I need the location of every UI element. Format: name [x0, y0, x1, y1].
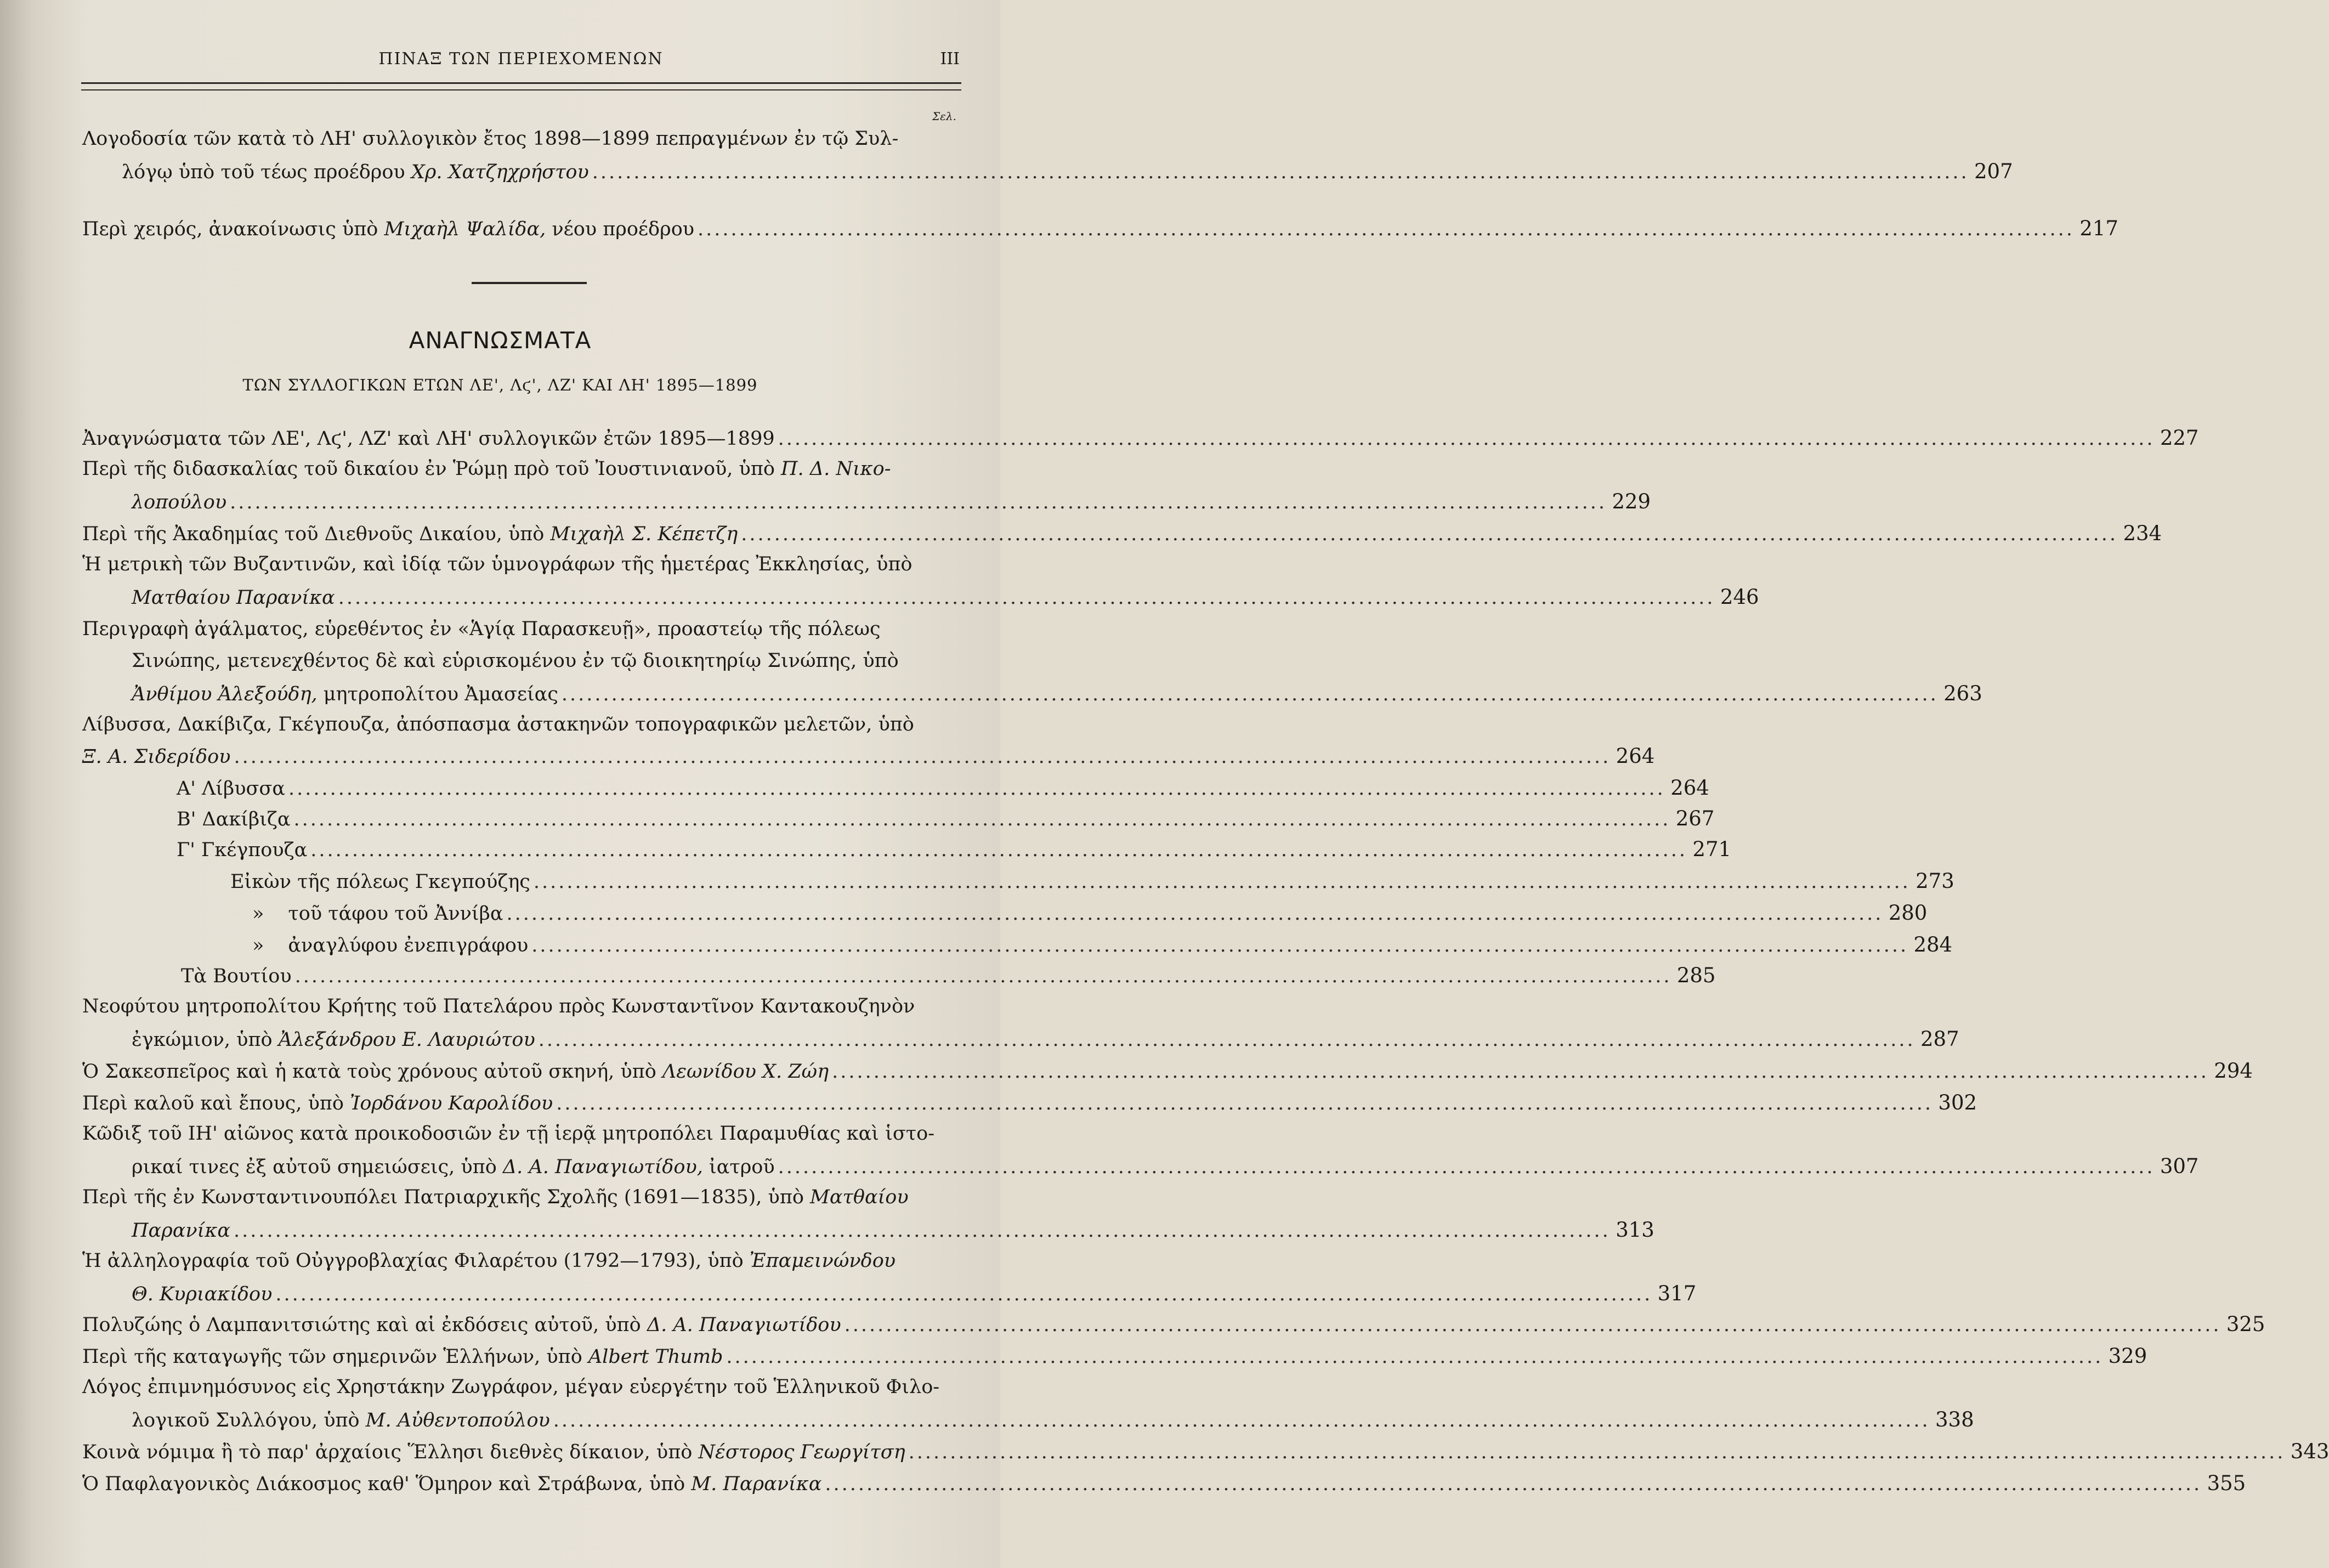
- toc-page-number: 273: [1916, 869, 1954, 893]
- toc-subentry: [177, 837, 1732, 861]
- toc-page-number: 263: [1943, 682, 1982, 705]
- leader-dots: ......................................................................................................................................................................: [908, 1441, 2286, 1463]
- toc-entry-text: Πολυζώης ὁ Λαμπανιτσιώτης καὶ αἱ ἐκδόσεις αὐτοῦ, ὑπὸ Δ. Α. Παναγιωτίδου: [82, 1314, 841, 1336]
- toc-subentry: [252, 933, 1953, 956]
- toc-entry-text: Περὶ τῆς καταγωγῆς τῶν σημερινῶν Ἑλλήνων, ὑπὸ Albert Thumb: [82, 1346, 723, 1368]
- toc-entry: [82, 426, 2199, 450]
- toc-entry-text: Περὶ καλοῦ καὶ ἔπους, ὑπὸ Ἰορδάνου Καρολίδου: [82, 1092, 553, 1114]
- leader-dots: ......................................................................................................................................................................: [561, 683, 1939, 705]
- toc-entry-text: τοῦ τάφου τοῦ Ἀννίβα: [288, 903, 503, 925]
- header-rule-thick: [81, 82, 961, 84]
- author-name: Ἐπαμεινώνδου: [749, 1250, 896, 1272]
- toc-entry: [132, 1027, 1959, 1051]
- author-name: Δ. Α. Παναγιωτίδου: [647, 1314, 841, 1336]
- leader-dots: ......................................................................................................................................................................: [538, 1029, 1916, 1051]
- ditto-mark: »: [252, 935, 264, 956]
- section-subtitle: ΤΩΝ ΣΥΛΛΟΓΙΚΩΝ ΕΤΩΝ ΛΕ', Λϛ', ΛΖ' ΚΑΙ ΛΗ' 1895—1899: [242, 376, 758, 394]
- toc-entry: [132, 585, 1759, 609]
- page-column-label: Σελ.: [932, 110, 956, 123]
- toc-entry: [132, 1154, 2199, 1178]
- toc-entry-text: Α' Λίβυσσα: [177, 778, 285, 800]
- toc-entry: [132, 490, 1651, 513]
- toc-entry-text: Β' Δακίβιζα: [177, 808, 291, 830]
- toc-entry: [82, 1059, 2253, 1083]
- toc-page-number: 338: [1935, 1408, 1974, 1431]
- toc-entry: [122, 160, 2013, 183]
- toc-entry-text: Περὶ χειρός, ἀνακοίνωσις ὑπὸ Μιχαὴλ Ψαλίδα, νέου προέδρου: [82, 218, 695, 240]
- leader-dots: ......................................................................................................................................................................: [338, 587, 1715, 609]
- toc-entry: [82, 1471, 2246, 1495]
- leader-dots: ......................................................................................................................................................................: [293, 808, 1671, 830]
- section-divider: [472, 282, 587, 284]
- toc-entry: [82, 217, 2118, 240]
- author-name: Ἀλεξάνδρου Ε. Λαυριώτου: [278, 1029, 535, 1051]
- author-name: Λεωνίδου Χ. Ζώη: [662, 1061, 829, 1083]
- leader-dots: ......................................................................................................................................................................: [778, 1156, 2155, 1178]
- toc-entry-text: Ἀναγνώσματα τῶν ΛΕ', Λϛ', ΛΖ' καὶ ΛΗ' συλλογικῶν ἐτῶν 1895—1899: [82, 428, 775, 450]
- toc-entry-line: Κῶδιξ τοῦ ΙΗ' αἰῶνος κατὰ προικοδοσιῶν ἐν τῇ ἱερᾷ μητροπόλει Παραμυθίας καὶ ἱστο-: [82, 1123, 935, 1145]
- toc-page-number: 207: [1974, 160, 2013, 183]
- toc-page-number: 313: [1616, 1218, 1654, 1242]
- author-name: Ματθαίου Παρανίκα: [132, 587, 335, 609]
- toc-subentry: [252, 901, 1928, 925]
- leader-dots: ......................................................................................................................................................................: [533, 871, 1911, 893]
- toc-page-number: 264: [1616, 744, 1655, 768]
- toc-entry: [82, 1440, 2329, 1463]
- toc-entry: [132, 1282, 1697, 1305]
- toc-entry-line: Λογοδοσία τῶν κατὰ τὸ ΛΗ' συλλογικὸν ἔτος 1898—1899 πεπραγμένων ἐν τῷ Συλ-: [82, 128, 899, 150]
- toc-page-number: 302: [1938, 1091, 1977, 1114]
- toc-entry-text: Ὁ Παφλαγονικὸς Διάκοσμος καθ' Ὅμηρον καὶ Στράβωνα, ὑπὸ Μ. Παρανίκα: [82, 1473, 822, 1495]
- page-number: III: [940, 49, 960, 69]
- toc-entry-text: Γ' Γκέγπουζα: [177, 839, 308, 861]
- toc-subentry: [230, 869, 1954, 893]
- author-name: Χρ. Χατζηχρήστου: [411, 161, 589, 183]
- leader-dots: ......................................................................................................................................................................: [234, 746, 1611, 768]
- toc-entry: [82, 1312, 2265, 1336]
- toc-page-number: 355: [2207, 1471, 2246, 1495]
- header-rule-thin: [81, 89, 961, 90]
- toc-page-number: 284: [1913, 933, 1953, 956]
- author-name: Albert Thumb: [588, 1346, 723, 1368]
- toc-page-number: 227: [2160, 426, 2199, 450]
- toc-page-number: 307: [2160, 1154, 2199, 1178]
- leader-dots: ......................................................................................................................................................................: [310, 839, 1688, 861]
- author-name: Μ. Αὐθεντοπούλου: [365, 1409, 550, 1431]
- toc-page-number: 325: [2226, 1312, 2265, 1336]
- leader-dots: ......................................................................................................................................................................: [844, 1314, 2222, 1336]
- leader-dots: ......................................................................................................................................................................: [294, 965, 1672, 987]
- toc-page-number: 280: [1888, 901, 1928, 925]
- toc-page-number: 264: [1670, 776, 1709, 800]
- toc-page-number: 287: [1920, 1027, 1959, 1051]
- toc-entry-text: ρικαί τινες ἐξ αὐτοῦ σημειώσεις, ὑπὸ Δ. Α. Παναγιωτίδου, ἰατροῦ: [132, 1156, 775, 1178]
- toc-entry-text: Περὶ τῆς Ἀκαδημίας τοῦ Διεθνοῦς Δικαίου, ὑπὸ Μιχαὴλ Σ. Κέπετζη: [82, 523, 738, 545]
- toc-subentry: [181, 964, 1716, 987]
- toc-subentry: [177, 807, 1715, 830]
- toc-page-number: 271: [1692, 837, 1732, 861]
- toc-entry-line: Νεοφύτου μητροπολίτου Κρήτης τοῦ Πατελάρου πρὸς Κωνσταντῖνον Καντακουζηνὸν: [82, 995, 915, 1017]
- ditto-mark: »: [252, 903, 264, 925]
- author-name: Νέστορος Γεωργίτση: [698, 1441, 905, 1463]
- leader-dots: ......................................................................................................................................................................: [832, 1061, 2209, 1083]
- author-name: Παρανίκα: [132, 1220, 230, 1242]
- toc-page-number: 317: [1657, 1282, 1697, 1305]
- leader-dots: ......................................................................................................................................................................: [556, 1092, 1934, 1114]
- toc-entry-line: Ἡ μετρικὴ τῶν Βυζαντινῶν, καὶ ἰδίᾳ τῶν ὑμνογράφων τῆς ἡμετέρας Ἐκκλησίας, ὑπὸ: [82, 553, 913, 575]
- toc-entry-text: ἀναγλύφου ἐνεπιγράφου: [288, 935, 529, 956]
- toc-entry-text: ἐγκώμιον, ὑπὸ Ἀλεξάνδρου Ε. Λαυριώτου: [132, 1029, 535, 1051]
- author-name: Ἀνθίμου Ἀλεξούδη,: [132, 683, 318, 705]
- toc-entry-line: Λίβυσσα, Δακίβιζα, Γκέγπουζα, ἀπόσπασμα ἀστακηνῶν τοπογραφικῶν μελετῶν, ὑπὸ: [82, 714, 914, 735]
- toc-entry: [82, 1344, 2147, 1368]
- toc-entry: [82, 1091, 1977, 1114]
- author-name: Μ. Παρανίκα: [691, 1473, 822, 1495]
- leader-dots: ......................................................................................................................................................................: [741, 523, 2118, 545]
- author-name: Ματθαίου: [810, 1186, 909, 1208]
- leader-dots: ......................................................................................................................................................................: [553, 1409, 1930, 1431]
- toc-entry-text: λόγῳ ὑπὸ τοῦ τέως προέδρου Χρ. Χατζηχρήστου: [122, 161, 589, 183]
- toc-entry-text: Κοινὰ νόμιμα ἢ τὸ παρ' ἀρχαίοις Ἕλλησι διεθνὲς δίκαιον, ὑπὸ Νέστορος Γεωργίτση: [82, 1441, 905, 1463]
- toc-entry-line: Περιγραφὴ ἀγάλματος, εὑρεθέντος ἐν «Ἁγίᾳ Παρασκευῇ», προαστείῳ τῆς πόλεως: [82, 618, 881, 640]
- author-name: Ἰορδάνου Καρολίδου: [350, 1092, 553, 1114]
- toc-entry-text: Τὰ Βουτίου: [181, 965, 292, 987]
- running-title: ΠΙΝΑΞ ΤΩΝ ΠΕΡΙΕΧΟΜΕΝΩΝ: [378, 49, 664, 69]
- toc-entry-line: Ἡ ἀλληλογραφία τοῦ Οὐγγροβλαχίας Φιλαρέτου (1792—1793), ὑπὸ Ἐπαμεινώνδου: [82, 1250, 896, 1272]
- toc-page-number: 217: [2079, 217, 2118, 240]
- toc-entry-text: Ὁ Σακεσπεῖρος καὶ ἡ κατὰ τοὺς χρόνους αὐτοῦ σκηνή, ὑπὸ Λεωνίδου Χ. Ζώη: [82, 1061, 829, 1083]
- toc-entry-line: Σινώπης, μετενεχθέντος δὲ καὶ εὑρισκομένου ἐν τῷ διοικητηρίῳ Σινώπης, ὑπὸ: [132, 650, 899, 672]
- author-name: Ξ. Α. Σιδερίδου: [82, 746, 231, 768]
- toc-entry: [82, 522, 2162, 545]
- toc-entry: [82, 744, 1655, 768]
- toc-page-number: 234: [2123, 522, 2162, 545]
- page-header: [82, 49, 960, 77]
- toc-entry-line: Περὶ τῆς ἐν Κωνσταντινουπόλει Πατριαρχικῆς Σχολῆς (1691—1835), ὑπὸ Ματθαίου: [82, 1186, 909, 1208]
- toc-page-number: 285: [1676, 964, 1716, 987]
- toc-entry-text: Ἀνθίμου Ἀλεξούδη, μητροπολίτου Ἀμασείας: [132, 683, 558, 705]
- toc-page-number: 267: [1675, 807, 1715, 830]
- author-name: λοπούλου: [132, 491, 227, 513]
- toc-entry-text: Εἰκὼν τῆς πόλεως Γκεγπούζης: [230, 871, 530, 893]
- leader-dots: ......................................................................................................................................................................: [288, 778, 1665, 800]
- leader-dots: ......................................................................................................................................................................: [506, 903, 1884, 925]
- leader-dots: ......................................................................................................................................................................: [275, 1283, 1653, 1305]
- leader-dots: ......................................................................................................................................................................: [726, 1346, 2104, 1368]
- author-name: Μιχαὴλ Σ. Κέπετζη: [550, 523, 738, 545]
- leader-dots: ......................................................................................................................................................................: [592, 161, 1969, 183]
- leader-dots: ......................................................................................................................................................................: [531, 935, 1909, 956]
- leader-dots: ......................................................................................................................................................................: [230, 491, 1607, 513]
- toc-entry-line: Λόγος ἐπιμνημόσυνος εἰς Χρηστάκην Ζωγράφον, μέγαν εὐεργέτην τοῦ Ἑλληνικοῦ Φιλο-: [82, 1376, 940, 1398]
- section-title: ΑΝΑΓΝΩΣΜΑΤΑ: [409, 327, 592, 354]
- toc-entry: [132, 1218, 1654, 1242]
- leader-dots: ......................................................................................................................................................................: [698, 218, 2075, 240]
- toc-entry-line: Περὶ τῆς διδασκαλίας τοῦ δικαίου ἐν Ῥώμῃ πρὸ τοῦ Ἰουστινιανοῦ, ὑπὸ Π. Δ. Νικο-: [82, 458, 891, 480]
- toc-page-number: 329: [2108, 1344, 2147, 1368]
- author-name: Δ. Α. Παναγιωτίδου,: [502, 1156, 703, 1178]
- author-name: Θ. Κυριακίδου: [132, 1283, 273, 1305]
- toc-entry: [132, 682, 1982, 705]
- toc-entry: [132, 1408, 1974, 1431]
- toc-page-number: 294: [2214, 1059, 2253, 1083]
- toc-page-number: 343: [2290, 1440, 2329, 1463]
- leader-dots: ......................................................................................................................................................................: [778, 428, 2155, 450]
- toc-page-number: 229: [1612, 490, 1651, 513]
- toc-subentry: [177, 776, 1709, 800]
- toc-entry-text: λογικοῦ Συλλόγου, ὑπὸ Μ. Αὐθεντοπούλου: [132, 1409, 550, 1431]
- leader-dots: ......................................................................................................................................................................: [825, 1473, 2202, 1495]
- leader-dots: ......................................................................................................................................................................: [233, 1220, 1611, 1242]
- toc-page-number: 246: [1720, 585, 1759, 609]
- author-name: Π. Δ. Νικο-: [781, 458, 891, 480]
- author-name: Μιχαὴλ Ψαλίδα,: [384, 218, 546, 240]
